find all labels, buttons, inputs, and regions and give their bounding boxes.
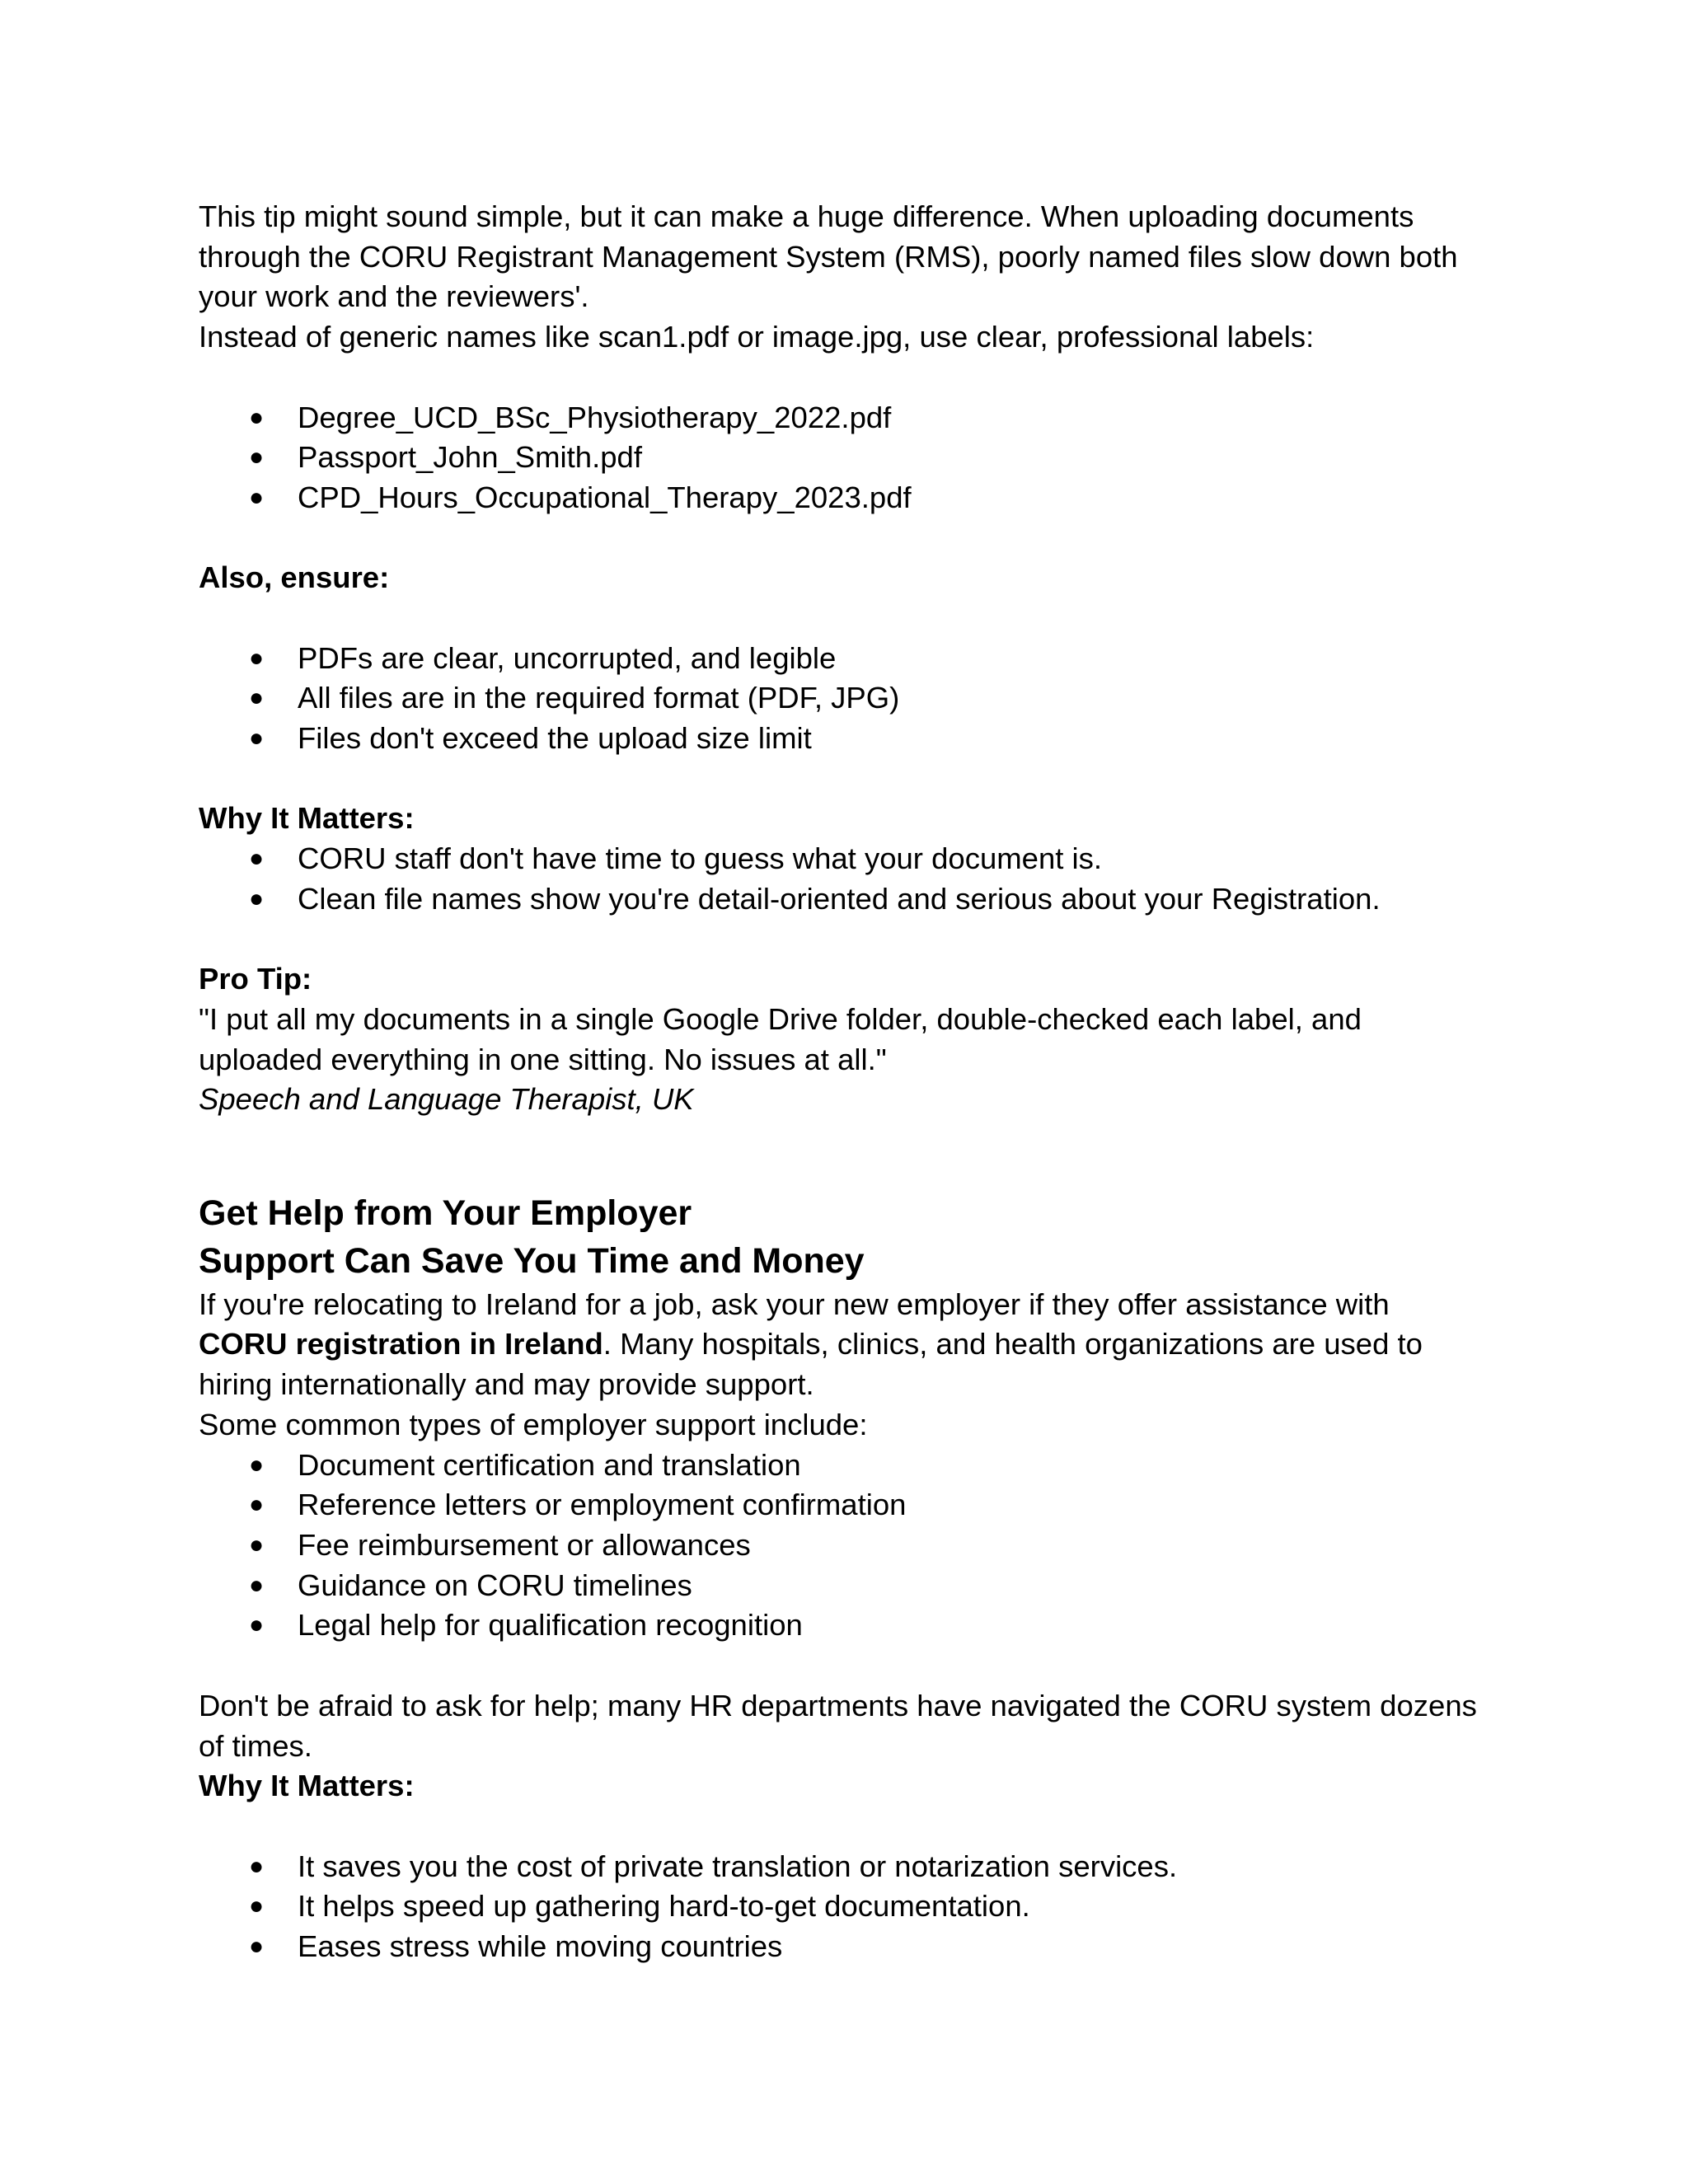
list-item [199,1605,1501,1646]
bullet-icon: ● [249,443,265,471]
list-item-text: Files don't exceed the upload size limit [298,721,812,756]
bold-keyword: CORU registration in Ireland [199,1327,603,1361]
bullet-icon: ● [249,684,265,712]
list-item-text: Fee reimbursement or allowances [298,1528,751,1562]
bullet-icon: ● [249,403,265,431]
spacer [199,1807,1501,1847]
intro-text-line: through the CORU Registrant Management System (RMS), poorly named files slow down both [199,239,1458,274]
why-list [199,1847,1501,1967]
why-list [199,839,1501,919]
spacer [199,920,1501,960]
spacer [199,1646,1501,1686]
bullet-icon: ● [249,1571,265,1599]
section-subheading: Support Can Save You Time and Money [199,1240,865,1281]
bullet-icon: ● [249,644,265,672]
quote-attribution: Speech and Language Therapist, UK [199,1082,694,1117]
list-item-text: It saves you the cost of private translation or notarization services. [298,1849,1178,1883]
body-text-line: Don't be afraid to ask for help; many HR departments have navigated the CORU system dozens [199,1688,1477,1722]
bullet-icon: ● [249,1491,265,1519]
intro-text-line: This tip might sound simple, but it can make a huge difference. When uploading documents [199,199,1414,233]
bullet-icon: ● [249,1852,265,1880]
quote-line: "I put all my documents in a single Google Drive folder, double-checked each label, and [199,1001,1362,1036]
bullet-icon: ● [249,884,265,912]
list-item-text: It helps speed up gathering hard-to-get documentation. [298,1889,1030,1924]
list-item [199,678,1501,719]
list-item-text: All files are in the required format (PDF, JPG) [298,681,900,715]
pro-tip-heading: Pro Tip: [199,962,312,996]
bullet-icon: ● [249,1611,265,1639]
why-it-matters-heading: Why It Matters: [199,1769,415,1803]
list-item [199,839,1501,879]
intro-text-line: your work and the reviewers'. [199,279,589,314]
support-intro: Some common types of employer support include: [199,1407,868,1441]
spacer [199,1120,1501,1160]
support-list [199,1446,1501,1647]
bullet-icon: ● [249,1892,265,1920]
bullet-icon: ● [249,724,265,752]
list-item [199,1566,1501,1606]
bullet-icon: ● [249,483,265,511]
file-examples-list [199,398,1501,518]
body-text-line [199,1324,1501,1365]
list-item-text: Guidance on CORU timelines [298,1568,692,1602]
list-item [199,1485,1501,1526]
list-item-text: Clean file names show you're detail-oriented and serious about your Registration. [298,881,1381,916]
list-item [199,879,1501,920]
document-page [199,197,1501,1967]
bullet-icon: ● [249,845,265,873]
quote-line: uploaded everything in one sitting. No issues at all." [199,1042,887,1076]
list-item [199,639,1501,679]
bullet-icon: ● [249,1933,265,1960]
list-item [199,438,1501,478]
list-item [199,719,1501,759]
list-item-text: Degree_UCD_BSc_Physiotherapy_2022.pdf [298,400,892,434]
list-item [199,1446,1501,1486]
list-item-text: CPD_Hours_Occupational_Therapy_2023.pdf [298,480,912,514]
spacer [199,1160,1501,1189]
body-text-line: of times. [199,1728,312,1763]
list-item-text: Eases stress while moving countries [298,1929,783,1963]
list-item [199,478,1501,518]
bullet-icon: ● [249,1451,265,1479]
list-item-text: Document certification and translation [298,1447,801,1482]
list-item-text: Passport_John_Smith.pdf [298,440,642,475]
body-text: . Many hospitals, clinics, and health organizations are used to [603,1327,1423,1361]
list-item-text: Legal help for qualification recognition [298,1608,803,1643]
spacer [199,518,1501,559]
also-ensure-heading: Also, ensure: [199,560,390,595]
list-item [199,1847,1501,1887]
body-text-line: If you're relocating to Ireland for a job, ask your new employer if they offer assistance with [199,1286,1390,1321]
list-item-text: Reference letters or employment confirmation [298,1488,907,1522]
instead-text: Instead of generic names like scan1.pdf or image.jpg, use clear, professional labels: [199,320,1315,354]
spacer [199,358,1501,398]
list-item [199,1927,1501,1967]
why-it-matters-heading: Why It Matters: [199,801,415,836]
section-heading: Get Help from Your Employer [199,1193,692,1233]
list-item [199,1526,1501,1566]
list-item-text: CORU staff don't have time to guess what your document is. [298,841,1103,876]
list-item [199,398,1501,438]
ensure-list [199,639,1501,759]
list-item [199,1886,1501,1927]
bullet-icon: ● [249,1531,265,1558]
spacer [199,759,1501,799]
body-text-line: hiring internationally and may provide support. [199,1367,814,1402]
list-item-text: PDFs are clear, uncorrupted, and legible [298,640,837,675]
spacer [199,598,1501,639]
